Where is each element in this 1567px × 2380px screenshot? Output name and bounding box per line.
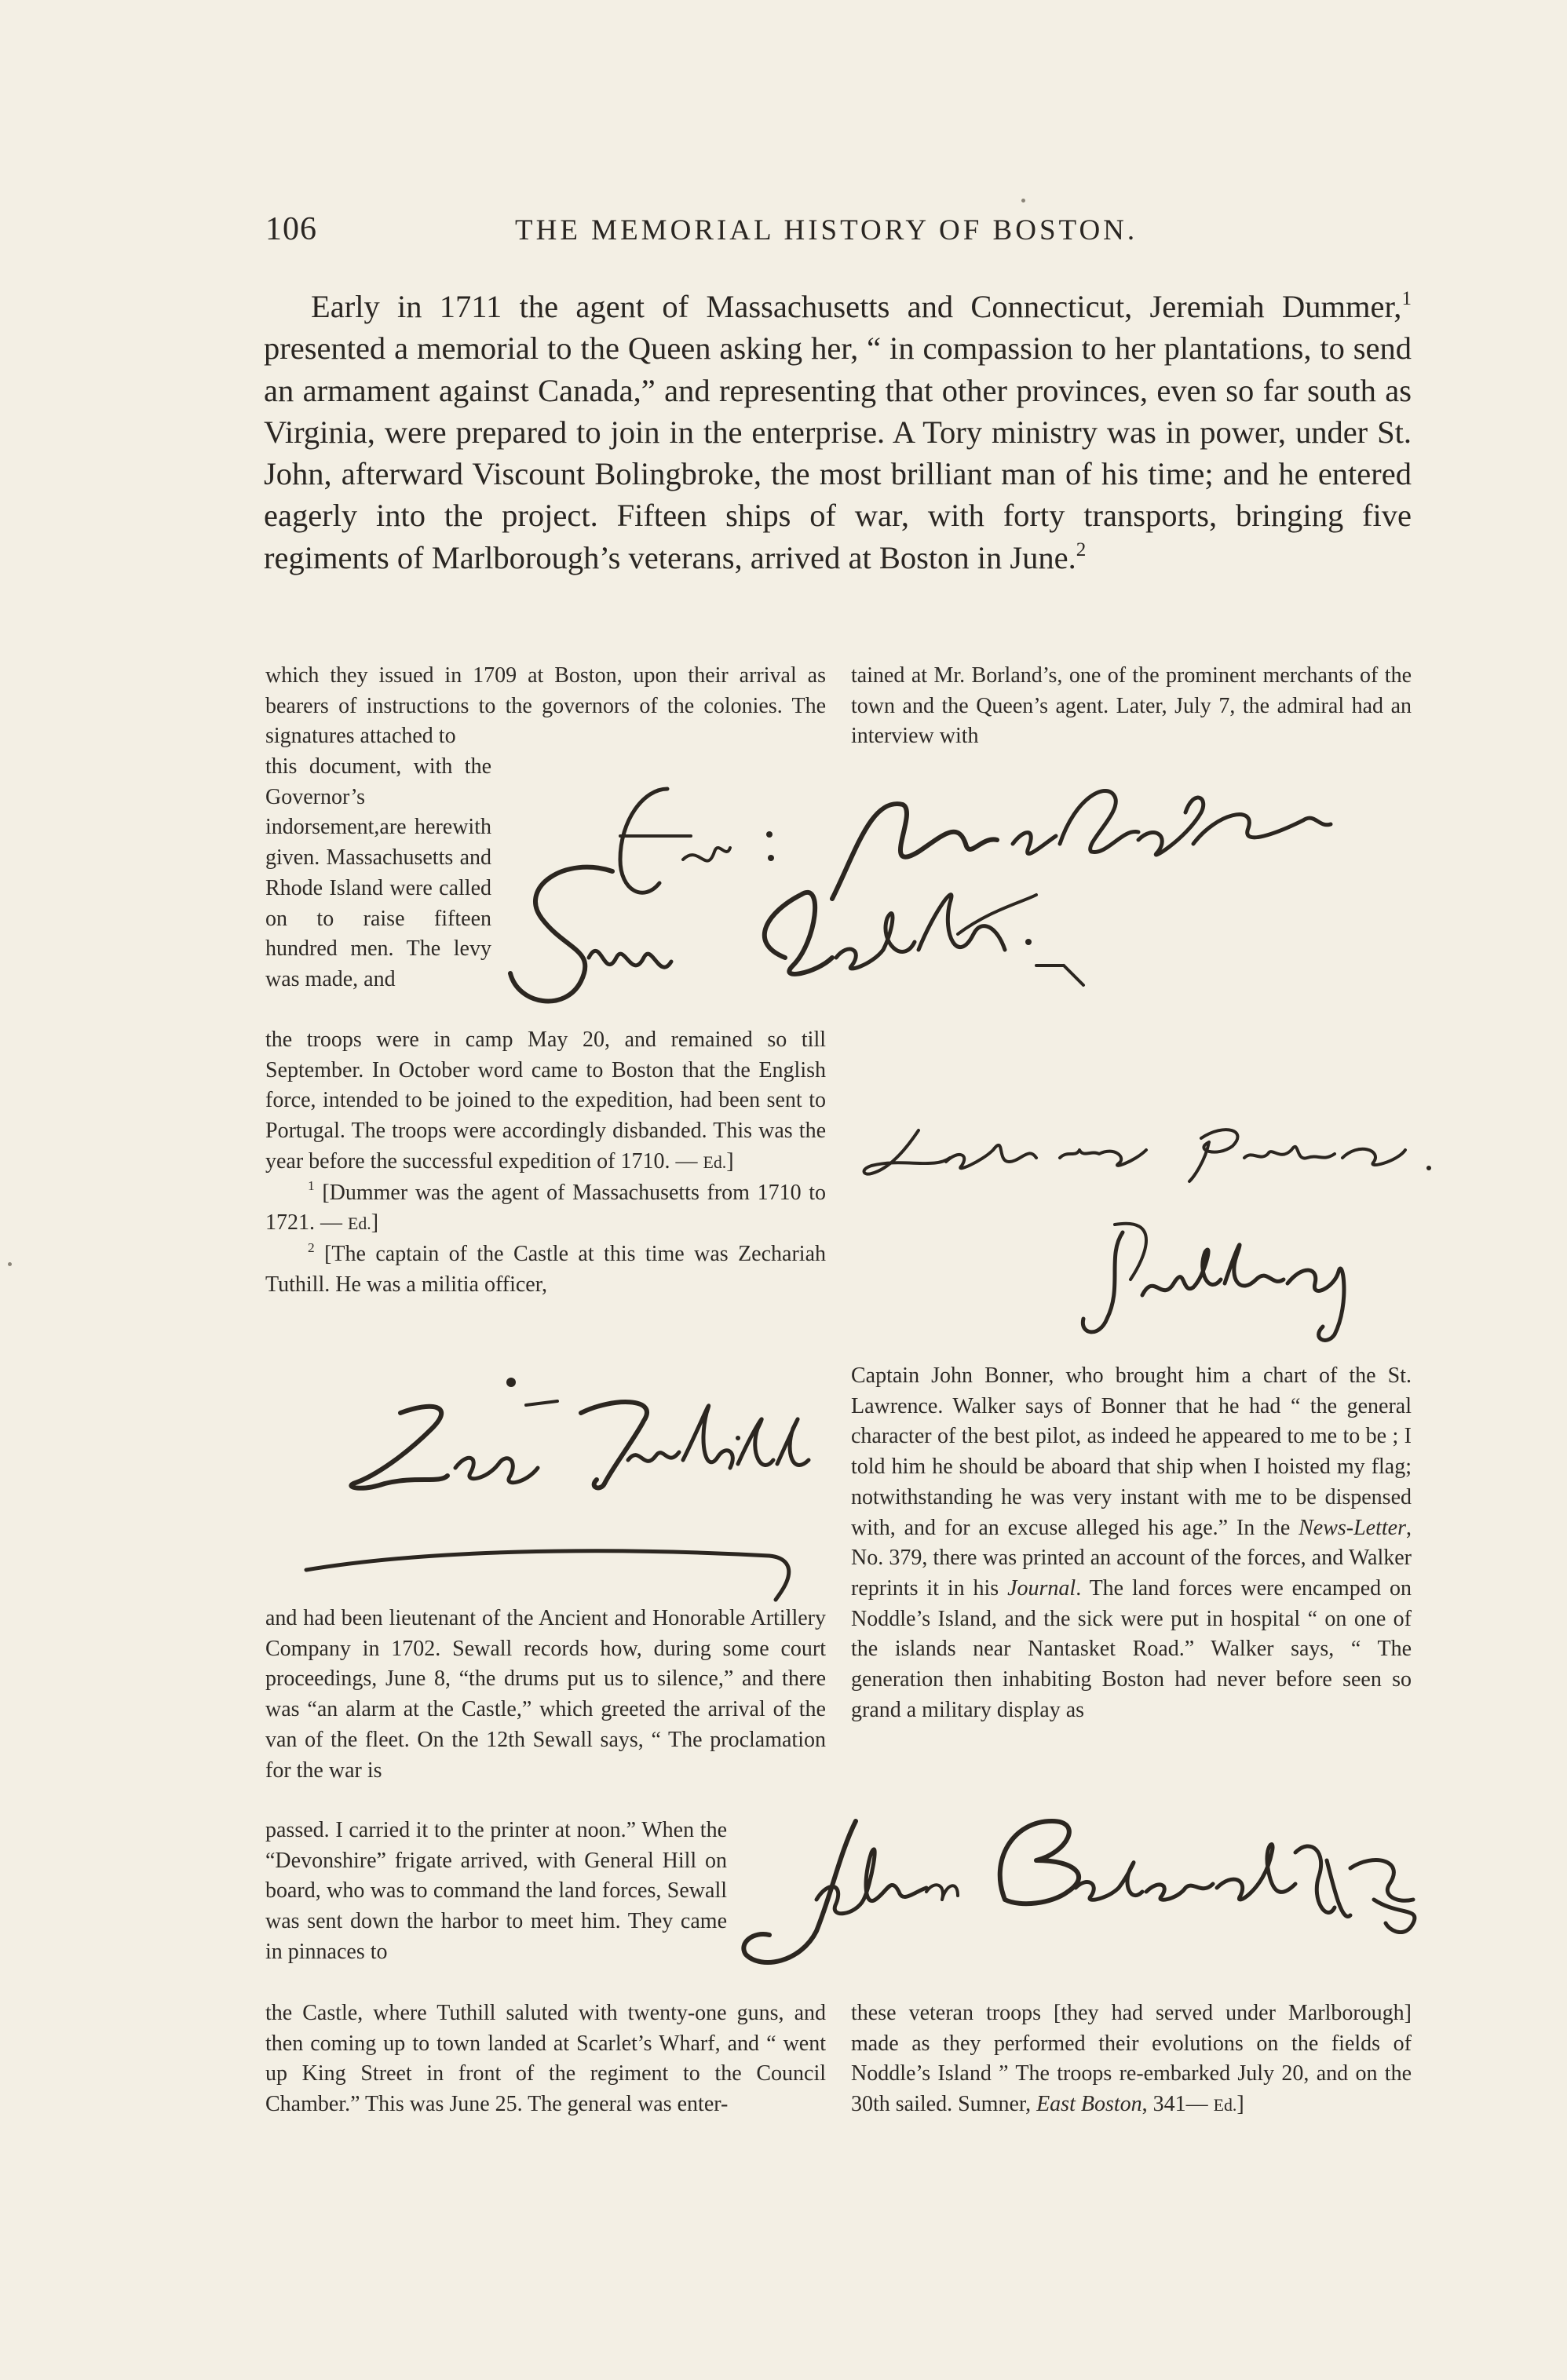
right-text-e1-a: these veteran troops [they had served under Marlborough] made as they performed their evolutions on the fields of Noddle’s Island ” The troops re-embarked July 20, and on the 30th sailed. Sumner, [851,2001,1412,2117]
lead-paragraph [264,286,1412,579]
right-text-e1-b: , 341— [1141,2092,1214,2117]
footnote-1-text: [Dummer was the agent of Massachusetts from 1710 to 1721. — [265,1180,826,1236]
signature-caption-1 [0,0,1,1]
east-boston-title: East Boston [1036,2092,1142,2117]
signature-flourish [298,1539,816,1601]
footnote-2-mark: 2 [308,1239,315,1255]
footnote-2-text: [The captain of the Castle at this time was Zechariah Tuthill. He was a militia officer, [265,1241,826,1297]
left-text-b2: passed. I carried it to the printer at noon.” When the “Devonshire” frigate arrived, with General Hill on board, who was to command the land forces, Sewall was sent down the harbor to meet him. They came in pinnaces to [265,1818,727,1964]
left-text-a2: this document, with the Governor’s indorsement,are herewith given. Massachusetts and Rhode Island were called on to raise fifteen hundred men. The levy was made, and [265,754,491,991]
ink-speck [1021,199,1025,203]
right-col-block-1 [851,661,1412,752]
lead-text-1: Early in 1711 the agent of Massachusetts and Connecticut, Jeremiah Dummer, [311,289,1402,324]
footnote-ref-1: 1 [1401,288,1412,310]
left-col-block-6 [265,1999,826,2120]
left-col-block-5 [265,1816,727,1968]
signature-dudley [1068,1209,1366,1350]
running-title: THE MEMORIAL HISTORY OF BOSTON. [515,214,1138,246]
left-text-a3-body: the troops were in camp May 20, and remained so till September. In October word came to Boston that the English force, intended to be joined to the expedition, had been sent to Portugal. The troops were accordingly disbanded. This was the year before the successful expedition of 1710. — [265,1028,826,1174]
signature-borland [730,1805,1429,1986]
right-text-d1-b: , No. 379, there was printed an account of the forces, and Walker reprints it in his [851,1515,1412,1601]
left-col-block-3 [265,1025,826,1300]
right-col-block-3 [851,1999,1412,2121]
left-text-b3: the Castle, where Tuthill saluted with twenty-one guns, and then coming up to town landed at Scarlet’s Wharf, and “ went up King Street in front of the regiment to the Council Chamber.” This was June 25. The general was enter- [265,2001,826,2117]
signature-tuthill [330,1366,816,1507]
footnote-ref-2: 2 [1076,539,1087,561]
signature-vetch [487,848,1154,1028]
newsletter-title: News-Letter [1299,1515,1406,1540]
left-text-a1: which they issued in 1709 at Boston, upon their arrival as bearers of instructions to the governors of the colonies. The signatures attached to [265,663,826,749]
editor-mark: Ed. [1213,2096,1237,2115]
tuthill-dot [506,1378,516,1387]
right-text-d1-a: Captain John Bonner, who brought him a chart of the St. Lawrence. Walker says of Bonner that he had “ the general character of the best pilot, as indeed he appeared to me to be ; I told him he should be aboard that ship when I hoisted my flag; notwithstanding he was very instant with me to be dispensed with, and for an excuse alleged his age.” In the [851,1363,1412,1540]
editor-mark: Ed. [348,1214,371,1234]
left-col-block-4 [265,1604,826,1786]
signature-publick [856,1115,1468,1193]
right-col-block-2 [851,1361,1412,1725]
left-col-block-2 [265,752,491,995]
running-header [265,210,1176,251]
left-text-a3 [265,1025,826,1178]
bracket-close: ] [726,1148,734,1174]
ink-speck [8,1262,12,1266]
bracket-close: ] [1236,2092,1244,2117]
right-text-d1-c: . The land forces were encamped on Noddle’s Island, and the sick were put in hospital “ on one of the islands near Nantasket Road.” Walker says, “ The generation then inhabiting Boston had never before seen so grand a military display as [851,1575,1412,1722]
left-col-block-1 [265,661,826,752]
journal-title: Journal [1007,1575,1076,1601]
footnote-1 [265,1178,826,1239]
lead-text-2: presented a memorial to the Queen asking her, “ in compassion to her plantations, to send an armament against Canada,” and representing that other provinces, even so far south as Virginia, were prepared to join in the enterprise. A Tory ministry was in power, under St. John, afterward Viscount Bolingbroke, the most brilliant man of his time; and he entered eagerly into the project. Fifteen ships of war, with forty transports, bringing five regiments of Marlborough’s veterans, arrived at Boston in June. [264,330,1412,575]
right-text-d1 [851,1361,1412,1725]
page-number: 106 [265,211,317,247]
right-text-e1 [851,1999,1412,2121]
footnote-2 [265,1239,826,1300]
left-text-b1: and had been lieutenant of the Ancient and Honorable Artillery Company in 1702. Sewall records how, during some court proceedings, June 8, “the drums put us to silence,” and there was “an alarm at the Castle,” which greeted the arrival of the van of the fleet. On the 12th Sewall says, “ The proclamation for the war is [265,1606,826,1783]
right-text-c1: tained at Mr. Borland’s, one of the prominent merchants of the town and the Queen’s agent. Later, July 7, the admiral had an interview with [851,663,1412,749]
editor-mark: Ed. [703,1152,727,1172]
bracket-close: ] [371,1210,379,1236]
footnote-1-mark: 1 [308,1178,315,1194]
